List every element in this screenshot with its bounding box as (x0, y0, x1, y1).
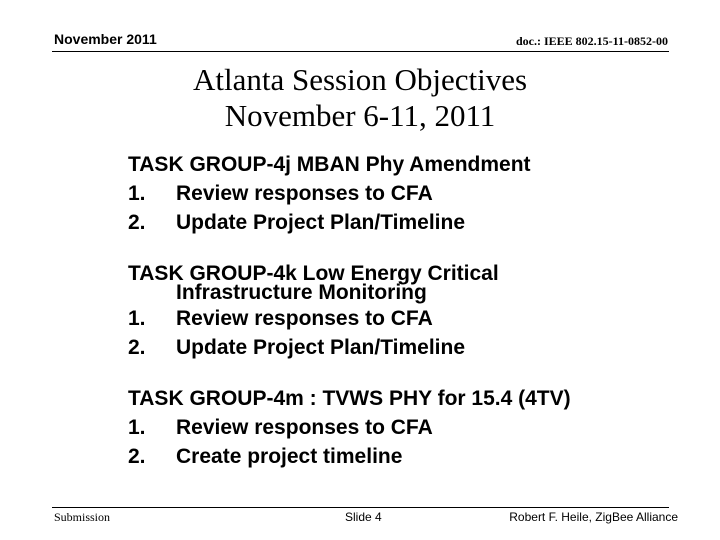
task-group-heading (128, 384, 688, 413)
header-date: November 2011 (54, 31, 157, 47)
list-item-text: Create project timeline (176, 445, 403, 468)
task-group-list (128, 150, 688, 471)
task-group-heading-continuation: Infrastructure Monitoring (176, 281, 427, 304)
list-item-number: 2. (128, 211, 146, 234)
task-group-heading-text: TASK GROUP-4k Low Energy Critical (128, 262, 499, 285)
list-item-number: 2. (128, 445, 146, 468)
task-group-4k (128, 259, 688, 362)
footer-submission: Submission (54, 510, 111, 524)
list-item-number: 1. (128, 182, 146, 205)
task-group-heading (128, 259, 688, 304)
header-rule (52, 51, 669, 52)
task-group-heading-text: TASK GROUP-4m : TVWS PHY for 15.4 (4TV) (128, 387, 571, 410)
task-group-heading (128, 150, 688, 179)
footer-slide-number: Slide 4 (345, 510, 382, 524)
header-doc-id: doc.: IEEE 802.15-11-0852-00 (515, 34, 668, 48)
list-item-text: Review responses to CFA (176, 416, 433, 439)
list-item-text: Update Project Plan/Timeline (176, 211, 466, 234)
list-item-text: Review responses to CFA (176, 307, 433, 330)
list-item (128, 179, 688, 208)
task-group-heading-text: TASK GROUP-4j MBAN Phy Amendment (128, 153, 531, 176)
task-group-4j (128, 150, 688, 237)
slide-title-line1: Atlanta Session Objectives (192, 62, 528, 97)
list-item (128, 413, 688, 442)
footer-author: Robert F. Heile, ZigBee Alliance (509, 510, 678, 524)
list-item (128, 208, 688, 237)
list-item (128, 442, 688, 471)
list-item-number: 2. (128, 336, 146, 359)
list-item-text: Update Project Plan/Timeline (176, 336, 466, 359)
list-item (128, 333, 688, 362)
list-item (128, 304, 688, 333)
footer-rule (52, 507, 669, 508)
slide-title (0, 62, 720, 134)
list-item-number: 1. (128, 307, 146, 330)
task-group-4m (128, 384, 688, 471)
slide-title-line2: November 6-11, 2011 (224, 98, 496, 133)
list-item-number: 1. (128, 416, 146, 439)
list-item-text: Review responses to CFA (176, 182, 433, 205)
